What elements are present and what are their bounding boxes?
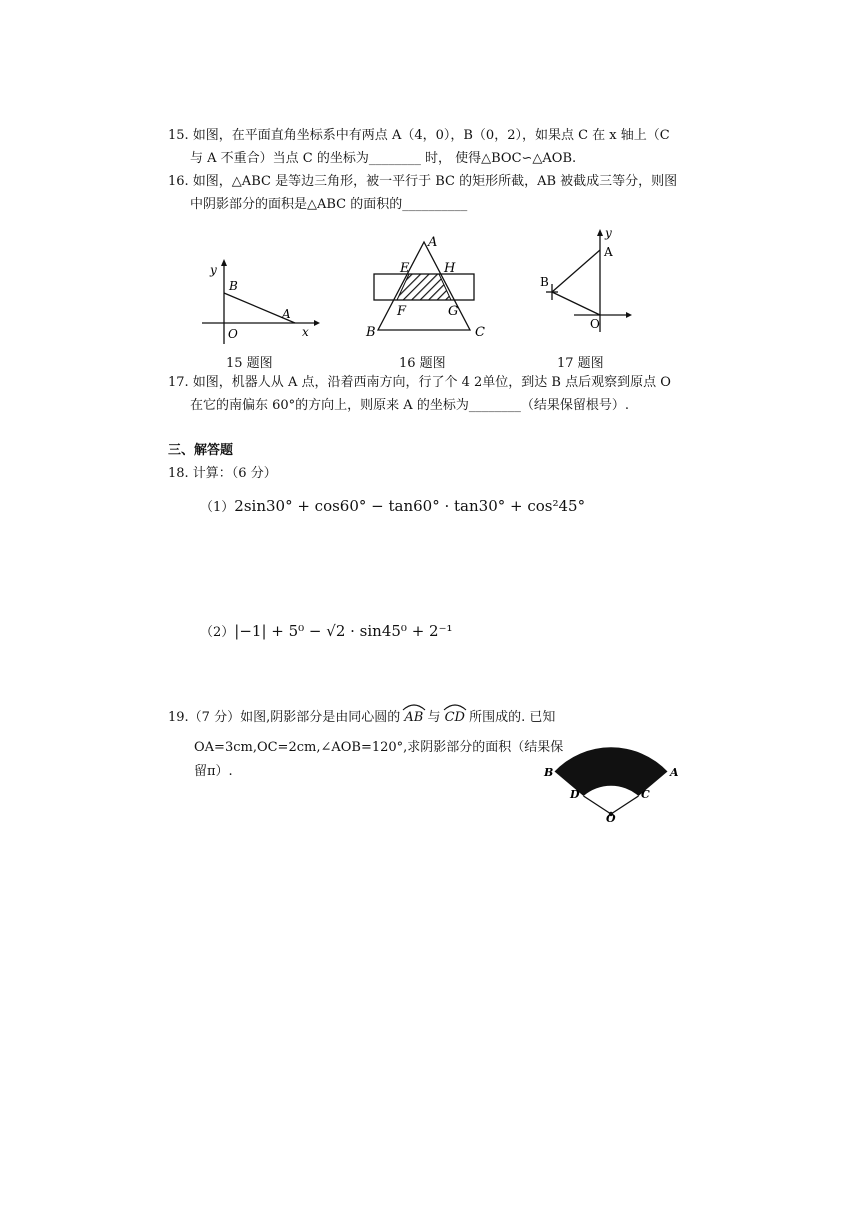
q19-line1-end: 所围成的. 已知	[469, 710, 556, 725]
label-a: A	[428, 235, 438, 250]
label-d: D	[570, 788, 580, 801]
figure-15-caption: 15 题图	[226, 356, 273, 371]
segment-ab	[552, 250, 600, 292]
y-axis-arrow	[221, 259, 227, 266]
q16-line1: 16. 如图，△ABC 是等边三角形，被一平行于 BC 的矩形所截，AB 被截成三等分，则图	[168, 174, 678, 189]
q19-line1	[168, 705, 555, 727]
figure-17	[534, 224, 638, 334]
figure-17-caption: 17 题图	[557, 356, 604, 371]
q15-line2: 与 A 不重合）当点 C 的坐标为________ 时， 使得△BOC∽△AOB.	[190, 151, 577, 166]
label-b: B	[229, 279, 238, 293]
q19-line3: 留π）.	[194, 764, 233, 779]
arc-cd-label: CD	[444, 710, 465, 725]
q18-title: 18. 计算：（6 分）	[168, 466, 277, 481]
label-g: G	[448, 304, 459, 319]
q17-line2: 在它的南偏东 60°的方向上，则原来 A 的坐标为________（结果保留根号）.	[190, 398, 629, 413]
figure-16	[360, 232, 500, 342]
label-b: B	[544, 766, 554, 779]
label-o: O	[606, 812, 616, 822]
label-c: C	[475, 325, 485, 340]
label-y: y	[210, 263, 217, 277]
figure-16-caption: 16 题图	[399, 356, 446, 371]
label-o: O	[228, 327, 238, 341]
label-x: x	[302, 325, 309, 339]
arc-ab-notation	[404, 705, 423, 727]
q18-part2-label: （2）	[200, 625, 235, 640]
q18-part1	[200, 497, 585, 517]
q15-line1: 15. 如图，在平面直角坐标系中有两点 A（4，0），B（0，2），如果点 C 在 x 轴上（C	[168, 128, 670, 143]
label-c: C	[641, 788, 650, 801]
label-a: A	[604, 245, 613, 259]
label-h: H	[444, 261, 456, 276]
x-axis-arrow	[314, 320, 320, 326]
label-b: B	[540, 275, 549, 289]
q19-line2: OA=3cm,OC=2cm,∠AOB=120°,求阴影部分的面积（结果保	[194, 740, 564, 755]
q18-part2	[200, 622, 453, 642]
label-a: A	[670, 766, 679, 779]
q18-part1-expression: 2sin30° + cos60° − tan60° · tan30° + cos²45°	[234, 497, 586, 515]
segment-bo	[552, 292, 600, 315]
label-y: y	[605, 226, 612, 240]
figure-15	[196, 256, 326, 348]
q19-line1-mid: 与	[427, 710, 441, 725]
label-b: B	[366, 325, 376, 340]
section-heading: 三、解答题	[168, 443, 234, 458]
label-a: A	[282, 307, 291, 321]
q16-line2: 中阴影部分的面积是△ABC 的面积的__________	[190, 197, 468, 212]
arc-ab-symbol	[402, 703, 426, 711]
q19-line1-start: 19.（7 分）如图,阴影部分是由同心圆的	[168, 710, 401, 725]
label-e: E	[400, 261, 410, 276]
q18-part1-label: （1）	[200, 500, 235, 515]
arc-cd-symbol	[443, 703, 467, 711]
q17-line1: 17. 如图，机器人从 A 点，沿着西南方向，行了个 4 2单位，到达 B 点后观察到原点 O	[168, 375, 671, 390]
figure-19	[540, 736, 680, 822]
arc-ab-label: AB	[404, 710, 424, 725]
label-o: O	[590, 317, 600, 331]
x-axis-arrow	[626, 312, 632, 318]
y-axis-arrow	[597, 229, 603, 236]
arc-cd-notation	[445, 705, 465, 727]
q18-part2-expression: |−1| + 5⁰ − √2 · sin45⁰ + 2⁻¹	[234, 622, 453, 640]
label-f: F	[397, 304, 407, 319]
